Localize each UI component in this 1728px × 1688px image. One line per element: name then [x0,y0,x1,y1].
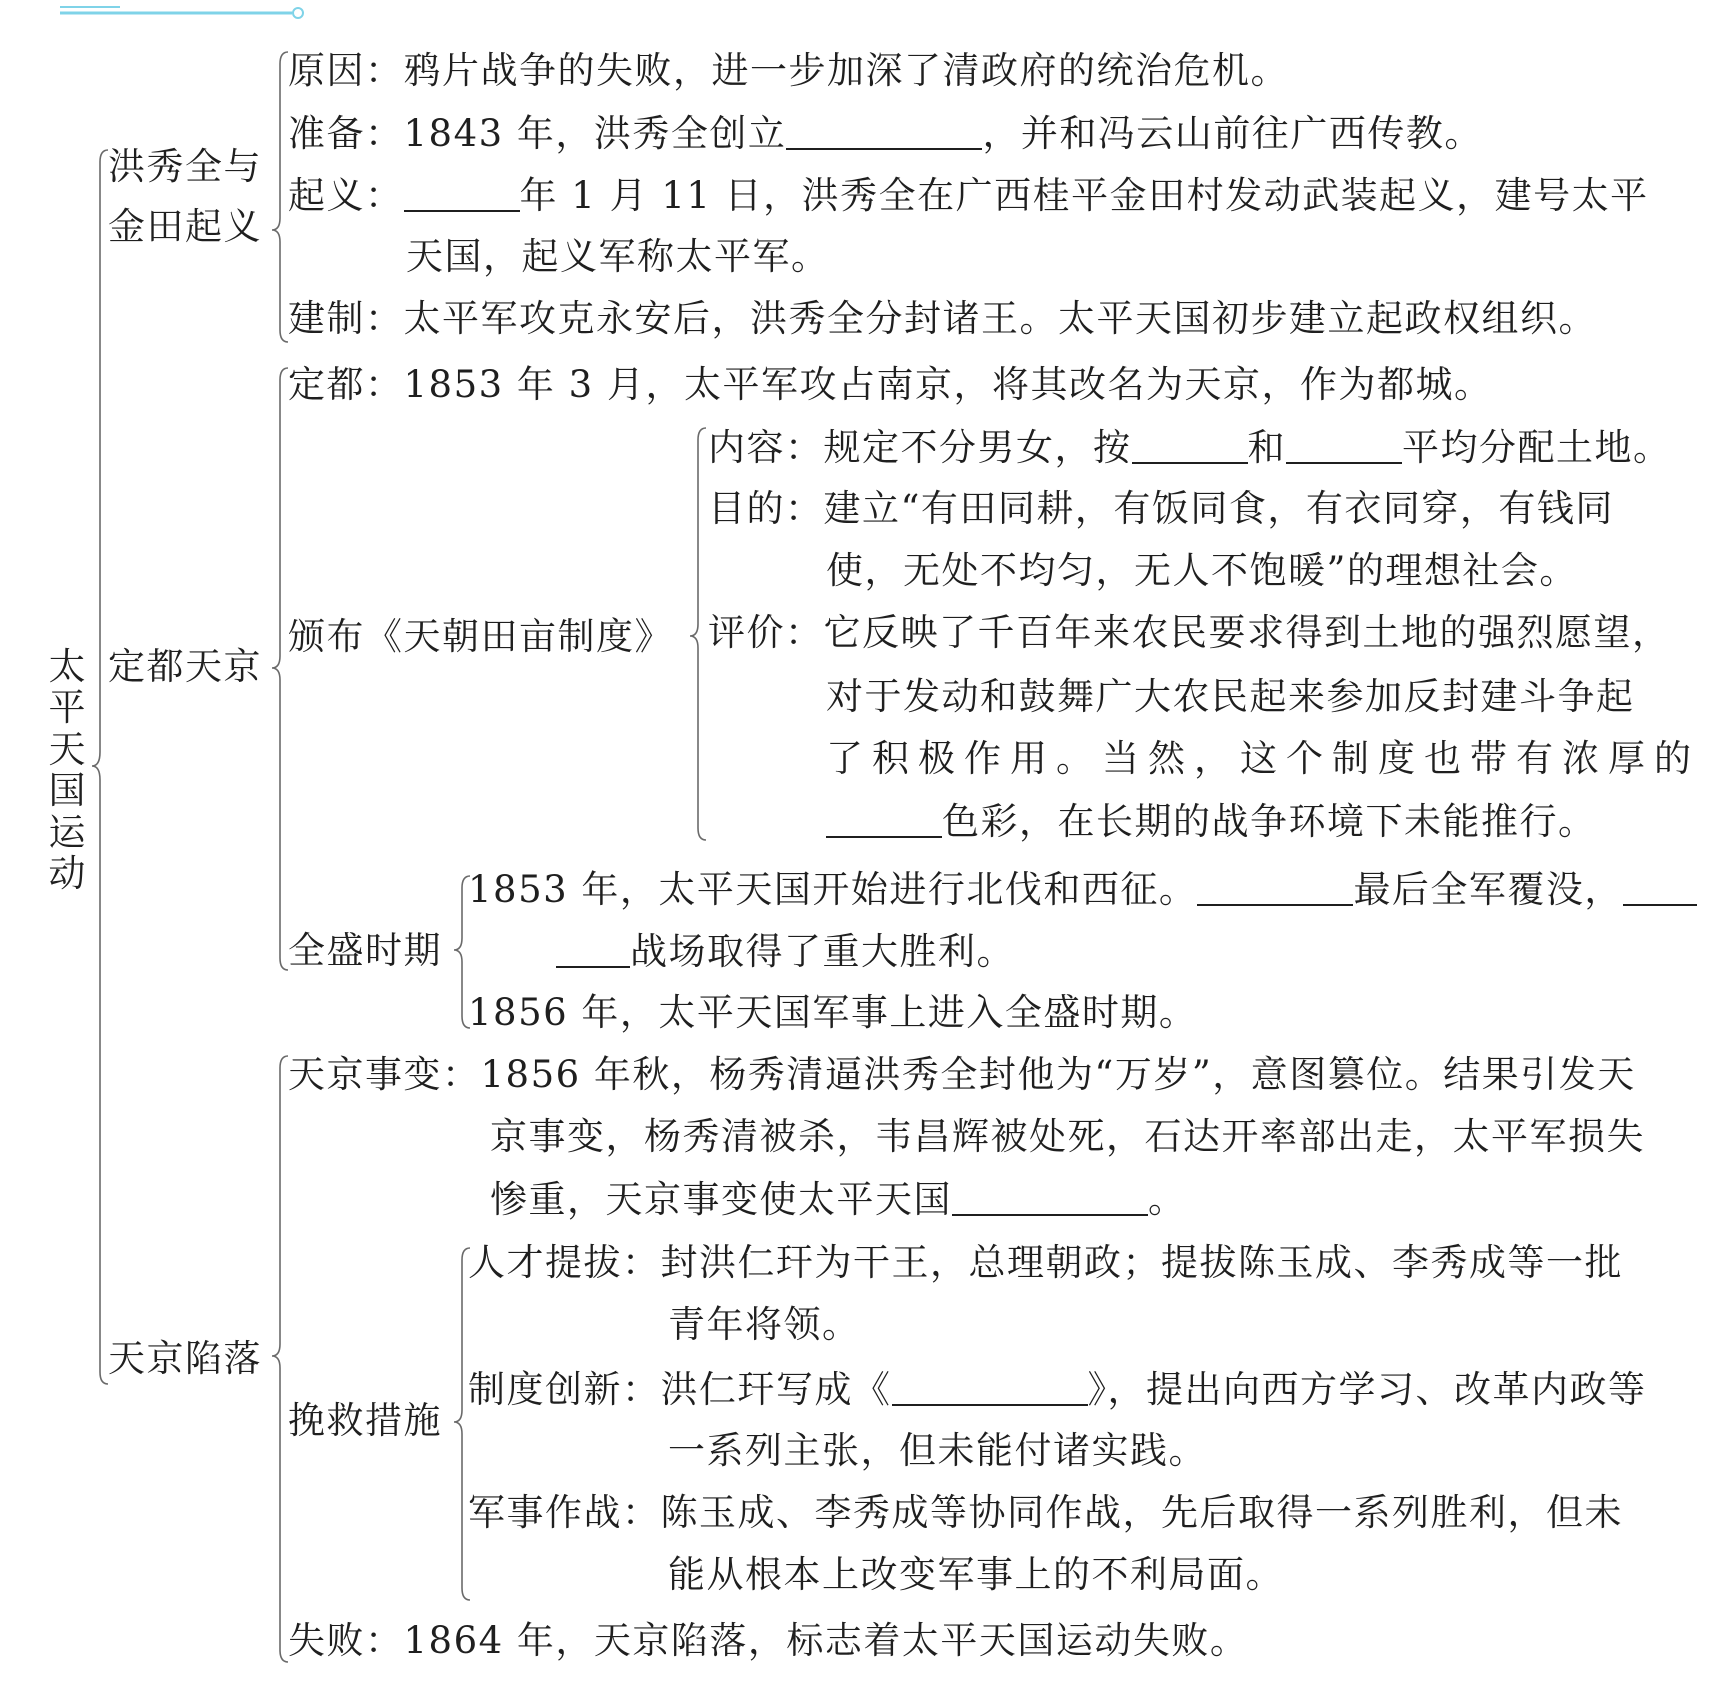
peak-title: 全盛时期 [288,929,442,972]
s1-uprising-line2: 天国，起义军称太平军。 [406,235,830,278]
peak-line1 [468,868,1697,911]
rescue-talent-line2: 青年将领。 [668,1303,861,1346]
s1-title: 洪秀全与 [108,145,262,188]
decree-evaluation-line1: 它反映了千百年来农民要求得到土地的强烈愿望， [823,611,1671,654]
rescue-reform [468,1368,1647,1411]
blank-incident-result[interactable] [952,1180,1148,1216]
decree-bracket [690,428,706,840]
decree-purpose-line2: 使，无处不均匀，无人不饱暖”的理想社会。 [826,549,1578,592]
s1-prep-label: 准备： [288,112,404,155]
blank-western-campaign-part1[interactable] [1623,870,1697,906]
rescue-reform-pre: 洪仁玕写成《 [660,1368,892,1411]
decree-evaluation-line4-post: 色彩，在长期的战争环境下未能推行。 [942,800,1597,843]
root-bracket [92,150,108,1384]
decree-content [708,426,1672,469]
blank-reform-book[interactable] [892,1370,1088,1406]
rescue-talent [468,1241,1623,1284]
s2-bracket [272,368,288,970]
peak-line2-post: 战场取得了重大胜利。 [630,930,1015,973]
blank-organization[interactable] [786,114,982,150]
rescue-military [468,1491,1623,1534]
s1-system-label: 建制： [288,297,404,340]
failure-label: 失败： [288,1619,404,1662]
decree-evaluation-line3: 了积极作用。当然，这个制度也带有浓厚的 [826,737,1700,780]
s1-cause-text: 鸦片战争的失败，进一步加深了清政府的统治危机。 [403,49,1289,92]
blank-distribution-basis-2[interactable] [1286,428,1402,464]
s1-prep-post: ，并和冯云山前往广西传教。 [982,112,1483,155]
peak-line3: 1856 年，太平天国军事上进入全盛时期。 [468,991,1198,1034]
s2-capital-label: 定都： [288,363,404,406]
incident-line3 [490,1178,1187,1221]
peak-line1-post: 最后全军覆没， [1353,868,1623,911]
root-title: 太 平 天 国 运 动 [48,645,86,896]
s3-title: 天京陷落 [108,1337,262,1380]
blank-decree-color[interactable] [826,802,942,838]
failure-text: 1864 年，天京陷落，标志着太平天国运动失败。 [403,1619,1249,1662]
peak-line1-text: 1853 年，太平天国开始进行北伐和西征。 [468,868,1198,911]
rescue-reform-post: 》，提出向西方学习、改革内政等 [1087,1368,1647,1411]
decree-evaluation-line2: 对于发动和鼓舞广大农民起来参加反封建斗争起 [826,675,1635,718]
rescue-title: 挽救措施 [288,1399,442,1442]
s1-uprising [288,174,1649,217]
decree-purpose [708,487,1614,530]
blank-western-campaign-part2[interactable] [556,932,630,968]
decree-content-pre: 规定不分男女，按 [823,426,1132,469]
rescue-reform-label: 制度创新： [468,1368,661,1411]
s2-capital-text: 1853 年 3 月，太平军攻占南京，将其改名为天京，作为都城。 [403,363,1493,406]
rescue-military-label: 军事作战： [468,1491,661,1534]
s1-prep-pre: 1843 年，洪秀全创立 [403,112,787,155]
peak-line2 [556,930,1015,973]
incident-line3-post: 。 [1148,1178,1187,1221]
rescue-military-line1: 陈玉成、李秀成等协同作战，先后取得一系列胜利，但未 [660,1491,1623,1534]
s1-uprising-label: 起义： [288,174,404,217]
rescue-talent-label: 人才提拔： [468,1241,661,1284]
rescue-bracket [454,1248,470,1600]
blank-northern-expedition[interactable] [1197,870,1353,906]
s3-bracket [272,1056,288,1662]
decree-content-label: 内容： [708,426,824,469]
decree-evaluation-line4 [826,800,1597,843]
s2-title: 定都天京 [108,645,262,688]
s1-prep [288,112,1483,155]
incident-label: 天京事变： [288,1053,481,1096]
s1-system-text: 太平军攻克永安后，洪秀全分封诸王。太平天国初步建立起政权组织。 [403,297,1597,340]
decree-evaluation-label: 评价： [708,611,824,654]
incident-line1: 1856 年秋，杨秀清逼洪秀全封他为“万岁”，意图篡位。结果引发天 [480,1053,1636,1096]
s1-bracket [272,52,288,342]
s1-cause [288,49,1289,92]
decree-title: 颁布《天朝田亩制度》 [288,615,673,658]
s2-capital [288,363,1493,406]
incident [288,1053,1636,1096]
rescue-reform-line2: 一系列主张，但未能付诸实践。 [668,1429,1207,1472]
incident-line2: 京事变，杨秀清被杀，韦昌辉被处死，石达开率部出走，太平军损失 [490,1115,1645,1158]
s1-system [288,297,1597,340]
incident-line3-pre: 惨重，天京事变使太平天国 [490,1178,952,1221]
failure [288,1619,1249,1662]
decree-evaluation [708,611,1671,654]
rescue-talent-line1: 封洪仁玕为干王，总理朝政；提拔陈玉成、李秀成等一批 [660,1241,1623,1284]
decree-content-mid: 和 [1247,426,1286,469]
decree-purpose-line1: 建立“有田同耕，有饭同食，有衣同穿，有钱同 [823,487,1614,530]
s1-title-line2: 金田起义 [108,205,262,248]
rescue-military-line2: 能从根本上改变军事上的不利局面。 [668,1553,1284,1596]
decree-content-post: 平均分配土地。 [1402,426,1672,469]
s1-cause-label: 原因： [288,49,404,92]
blank-uprising-year[interactable] [404,176,520,212]
decree-purpose-label: 目的： [708,487,824,530]
blank-distribution-basis-1[interactable] [1132,428,1248,464]
s1-uprising-post: 年 1 月 11 日，洪秀全在广西桂平金田村发动武装起义，建号太平 [519,174,1649,217]
